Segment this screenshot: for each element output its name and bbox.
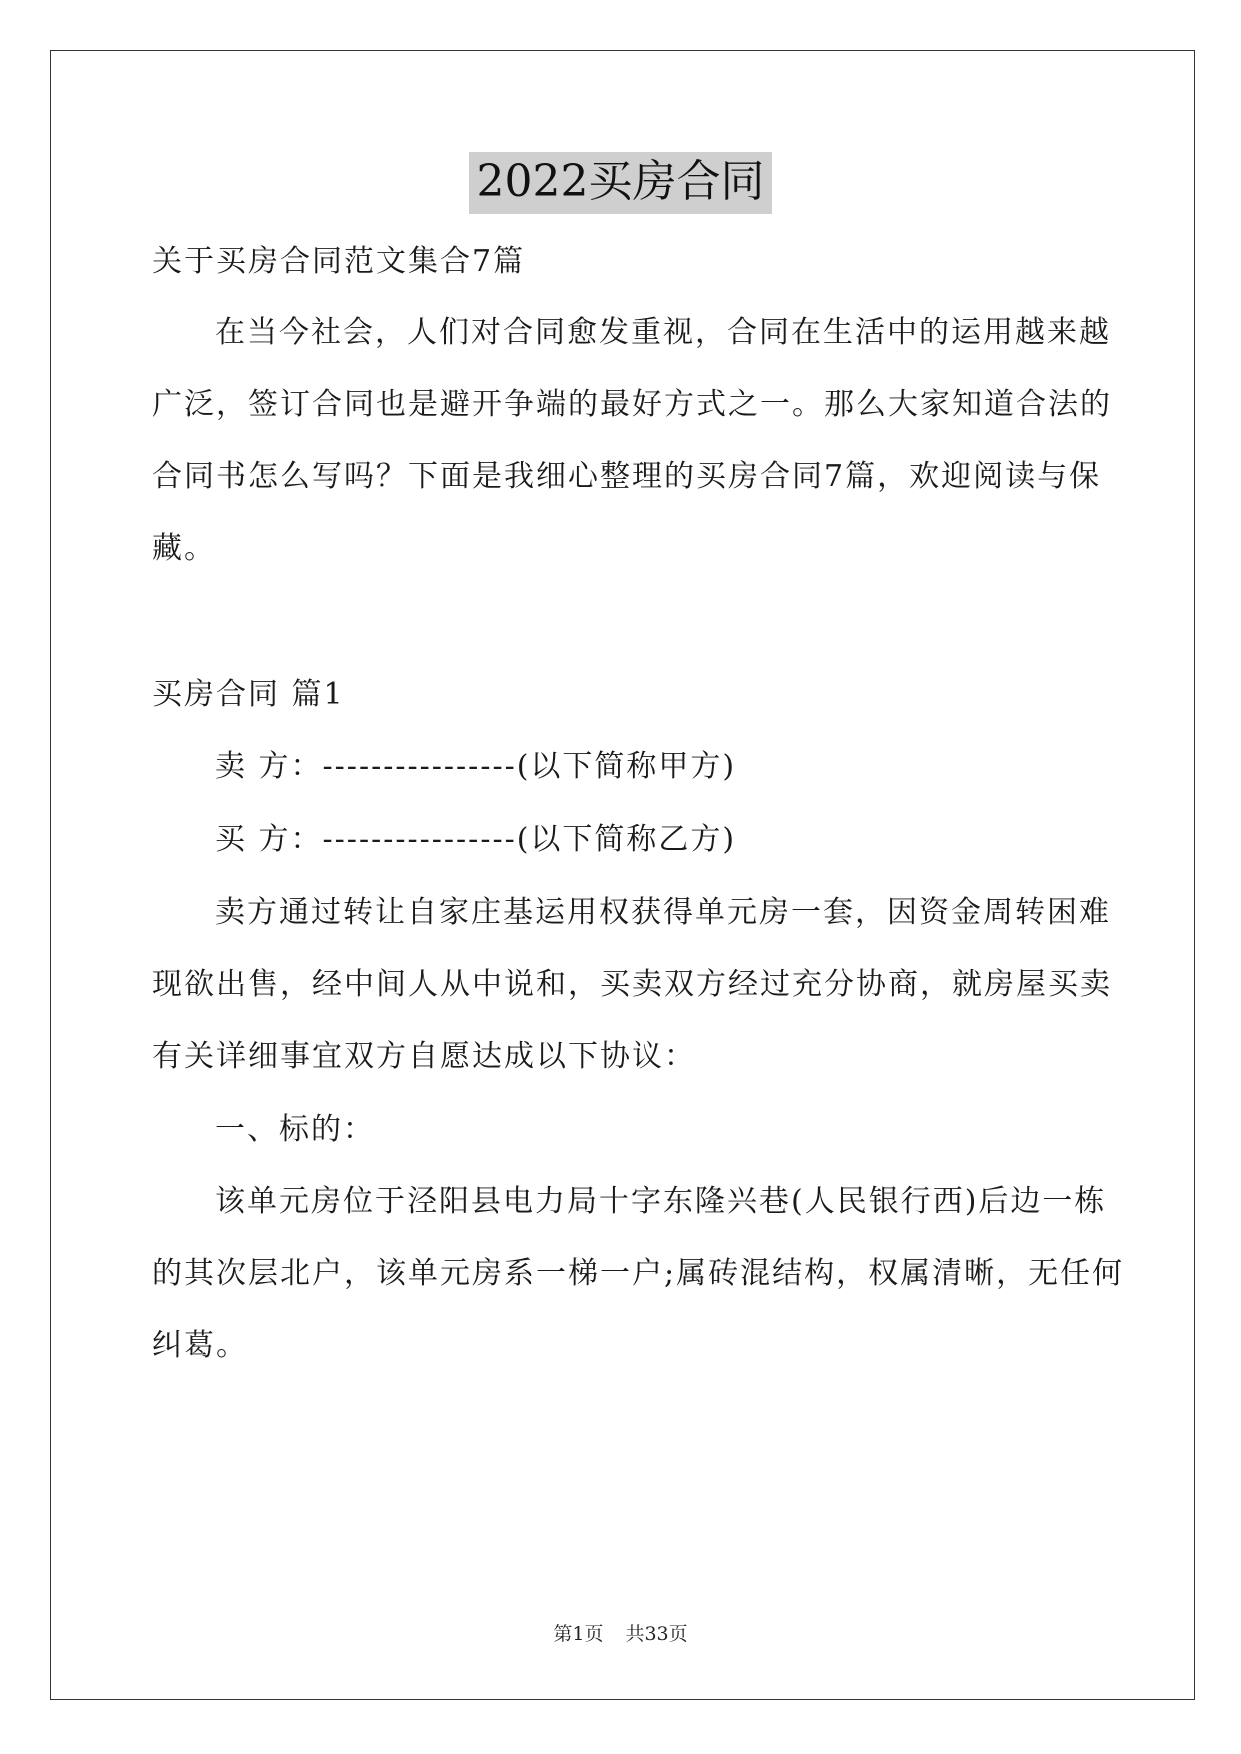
seller-line: 卖 方：----------------(以下简称甲方) xyxy=(215,749,737,784)
document-title: 2022买房合同 xyxy=(469,152,773,214)
page-number: 第1页 xyxy=(553,1623,604,1645)
page-footer xyxy=(0,1622,1241,1646)
paragraph-line: 藏。 xyxy=(152,531,216,566)
paragraph-line: 有关详细事宜双方自愿达成以下协议： xyxy=(152,1039,696,1074)
paragraph-line: 卖方通过转让自家庄基运用权获得单元房一套，因资金周转困难 xyxy=(215,895,1111,930)
section-heading: 买房合同 篇1 xyxy=(152,677,345,712)
paragraph-line: 合同书怎么写吗？下面是我细心整理的买房合同7篇，欢迎阅读与保 xyxy=(152,459,1102,494)
buyer-line: 买 方：----------------(以下简称乙方) xyxy=(215,822,737,857)
page-border xyxy=(50,50,1195,1700)
paragraph-line: 该单元房位于泾阳县电力局十字东隆兴巷(人民银行西)后边一栋 xyxy=(215,1184,1107,1219)
paragraph-line: 现欲出售，经中间人从中说和，买卖双方经过充分协商，就房屋买卖 xyxy=(152,967,1112,1002)
paragraph-line: 在当今社会，人们对合同愈发重视，合同在生活中的运用越来越 xyxy=(215,315,1111,350)
title-wrap xyxy=(0,152,1241,214)
page-total: 共33页 xyxy=(625,1623,688,1645)
clause-heading: 一、标的： xyxy=(215,1112,375,1147)
paragraph-line: 纠葛。 xyxy=(152,1328,248,1363)
paragraph-line: 广泛，签订合同也是避开争端的最好方式之一。那么大家知道合法的 xyxy=(152,387,1112,422)
subtitle-line: 关于买房合同范文集合7篇 xyxy=(152,244,526,279)
paragraph-line: 的其次层北户，该单元房系一梯一户;属砖混结构，权属清晰，无任何 xyxy=(152,1256,1125,1291)
